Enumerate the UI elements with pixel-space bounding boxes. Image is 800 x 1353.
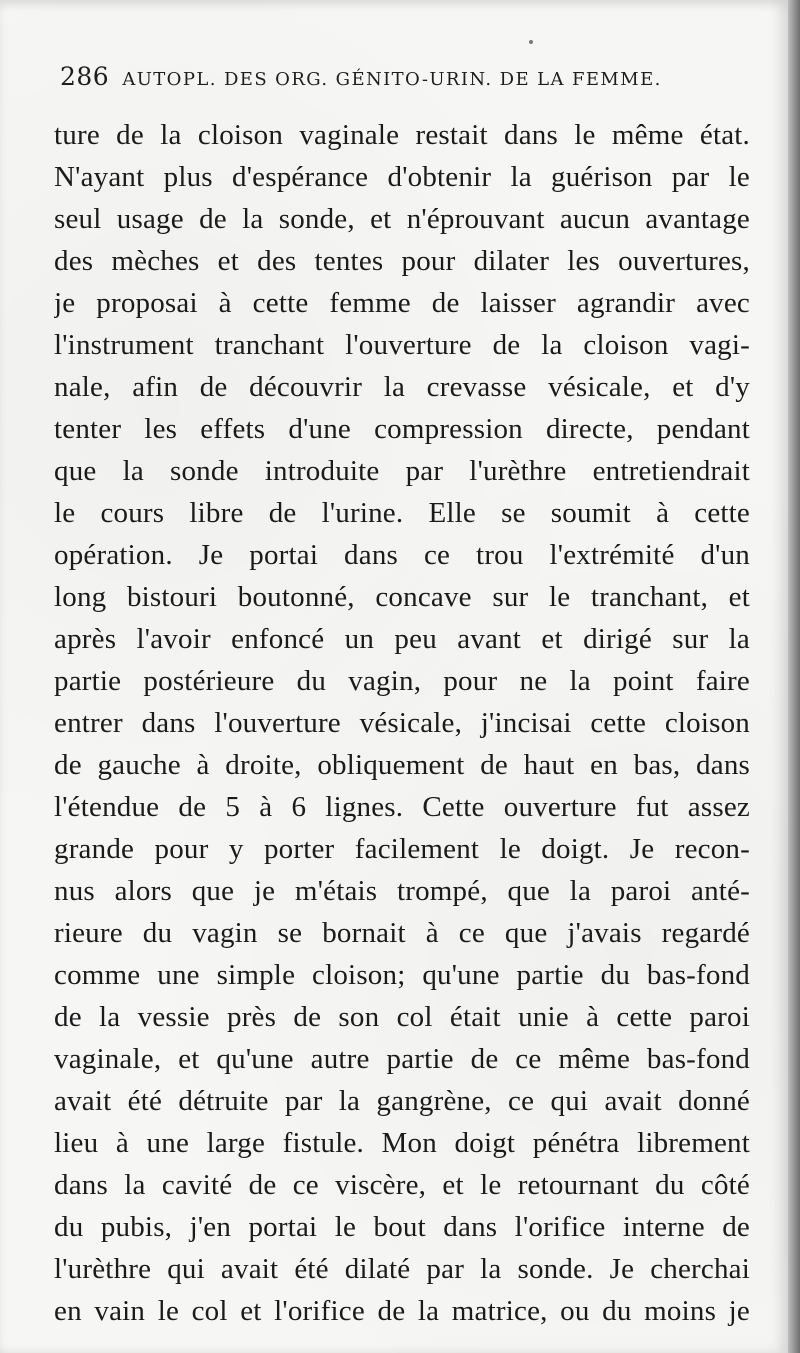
text-line: je proposai à cette femme de laisser agrandir avec xyxy=(54,287,750,319)
text-line: de la vessie près de son col était unie à cette paroi xyxy=(54,1001,750,1033)
text-line: N'ayant plus d'espérance d'obtenir la guérison par le xyxy=(54,161,750,193)
text-line: entrer dans l'ouverture vésicale, j'incisai cette cloison xyxy=(54,707,750,739)
page-number: 286 xyxy=(60,62,110,91)
text-line: l'instrument tranchant l'ouverture de la cloison vagi- xyxy=(54,329,750,361)
text-line: dans la cavité de ce viscère, et le retournant du côté xyxy=(54,1169,750,1201)
text-line: vaginale, et qu'une autre partie de ce même bas-fond xyxy=(54,1043,750,1075)
text-line: grande pour y porter facilement le doigt. Je recon- xyxy=(54,833,750,865)
text-line: que la sonde introduite par l'urèthre entretiendrait xyxy=(54,455,750,487)
text-line: le cours libre de l'urine. Elle se soumit à cette xyxy=(54,497,750,529)
text-line: après l'avoir enfoncé un peu avant et dirigé sur la xyxy=(54,623,750,655)
page-edge-shadow xyxy=(788,0,800,1353)
text-line: l'urèthre qui avait été dilaté par la sonde. Je cherchai xyxy=(54,1253,750,1285)
text-line: opération. Je portai dans ce trou l'extrémité d'un xyxy=(54,539,750,571)
text-line: lieu à une large fistule. Mon doigt pénétra librement xyxy=(54,1127,750,1159)
text-line: en vain le col et l'orifice de la matrice, ou du moins je xyxy=(54,1295,750,1327)
text-line: tenter les effets d'une compression directe, pendant xyxy=(54,413,750,445)
text-line: du pubis, j'en portai le bout dans l'orifice interne de xyxy=(54,1211,750,1243)
body-text xyxy=(54,114,750,1332)
running-head: AUTOPL. DES ORG. GÉNITO-URIN. DE LA FEMME. xyxy=(122,69,662,90)
text-line: de gauche à droite, obliquement de haut en bas, dans xyxy=(54,749,750,781)
text-line: partie postérieure du vagin, pour ne la point faire xyxy=(54,665,750,697)
text-line: rieure du vagin se bornait à ce que j'avais regardé xyxy=(54,917,750,949)
text-line: nus alors que je m'étais trompé, que la paroi anté- xyxy=(54,875,750,907)
text-line: nale, afin de découvrir la crevasse vésicale, et d'y xyxy=(54,371,750,403)
text-line: l'étendue de 5 à 6 lignes. Cette ouverture fut assez xyxy=(54,791,750,823)
text-line: des mèches et des tentes pour dilater les ouvertures, xyxy=(54,245,750,277)
text-line: comme une simple cloison; qu'une partie du bas-fond xyxy=(54,959,750,991)
text-line: ture de la cloison vaginale restait dans le même état. xyxy=(54,119,750,151)
ink-speck xyxy=(529,40,533,44)
text-line: avait été détruite par la gangrène, ce qui avait donné xyxy=(54,1085,750,1117)
text-line: seul usage de la sonde, et n'éprouvant aucun avantage xyxy=(54,203,750,235)
text-line: long bistouri boutonné, concave sur le tranchant, et xyxy=(54,581,750,613)
page-header xyxy=(60,62,750,102)
